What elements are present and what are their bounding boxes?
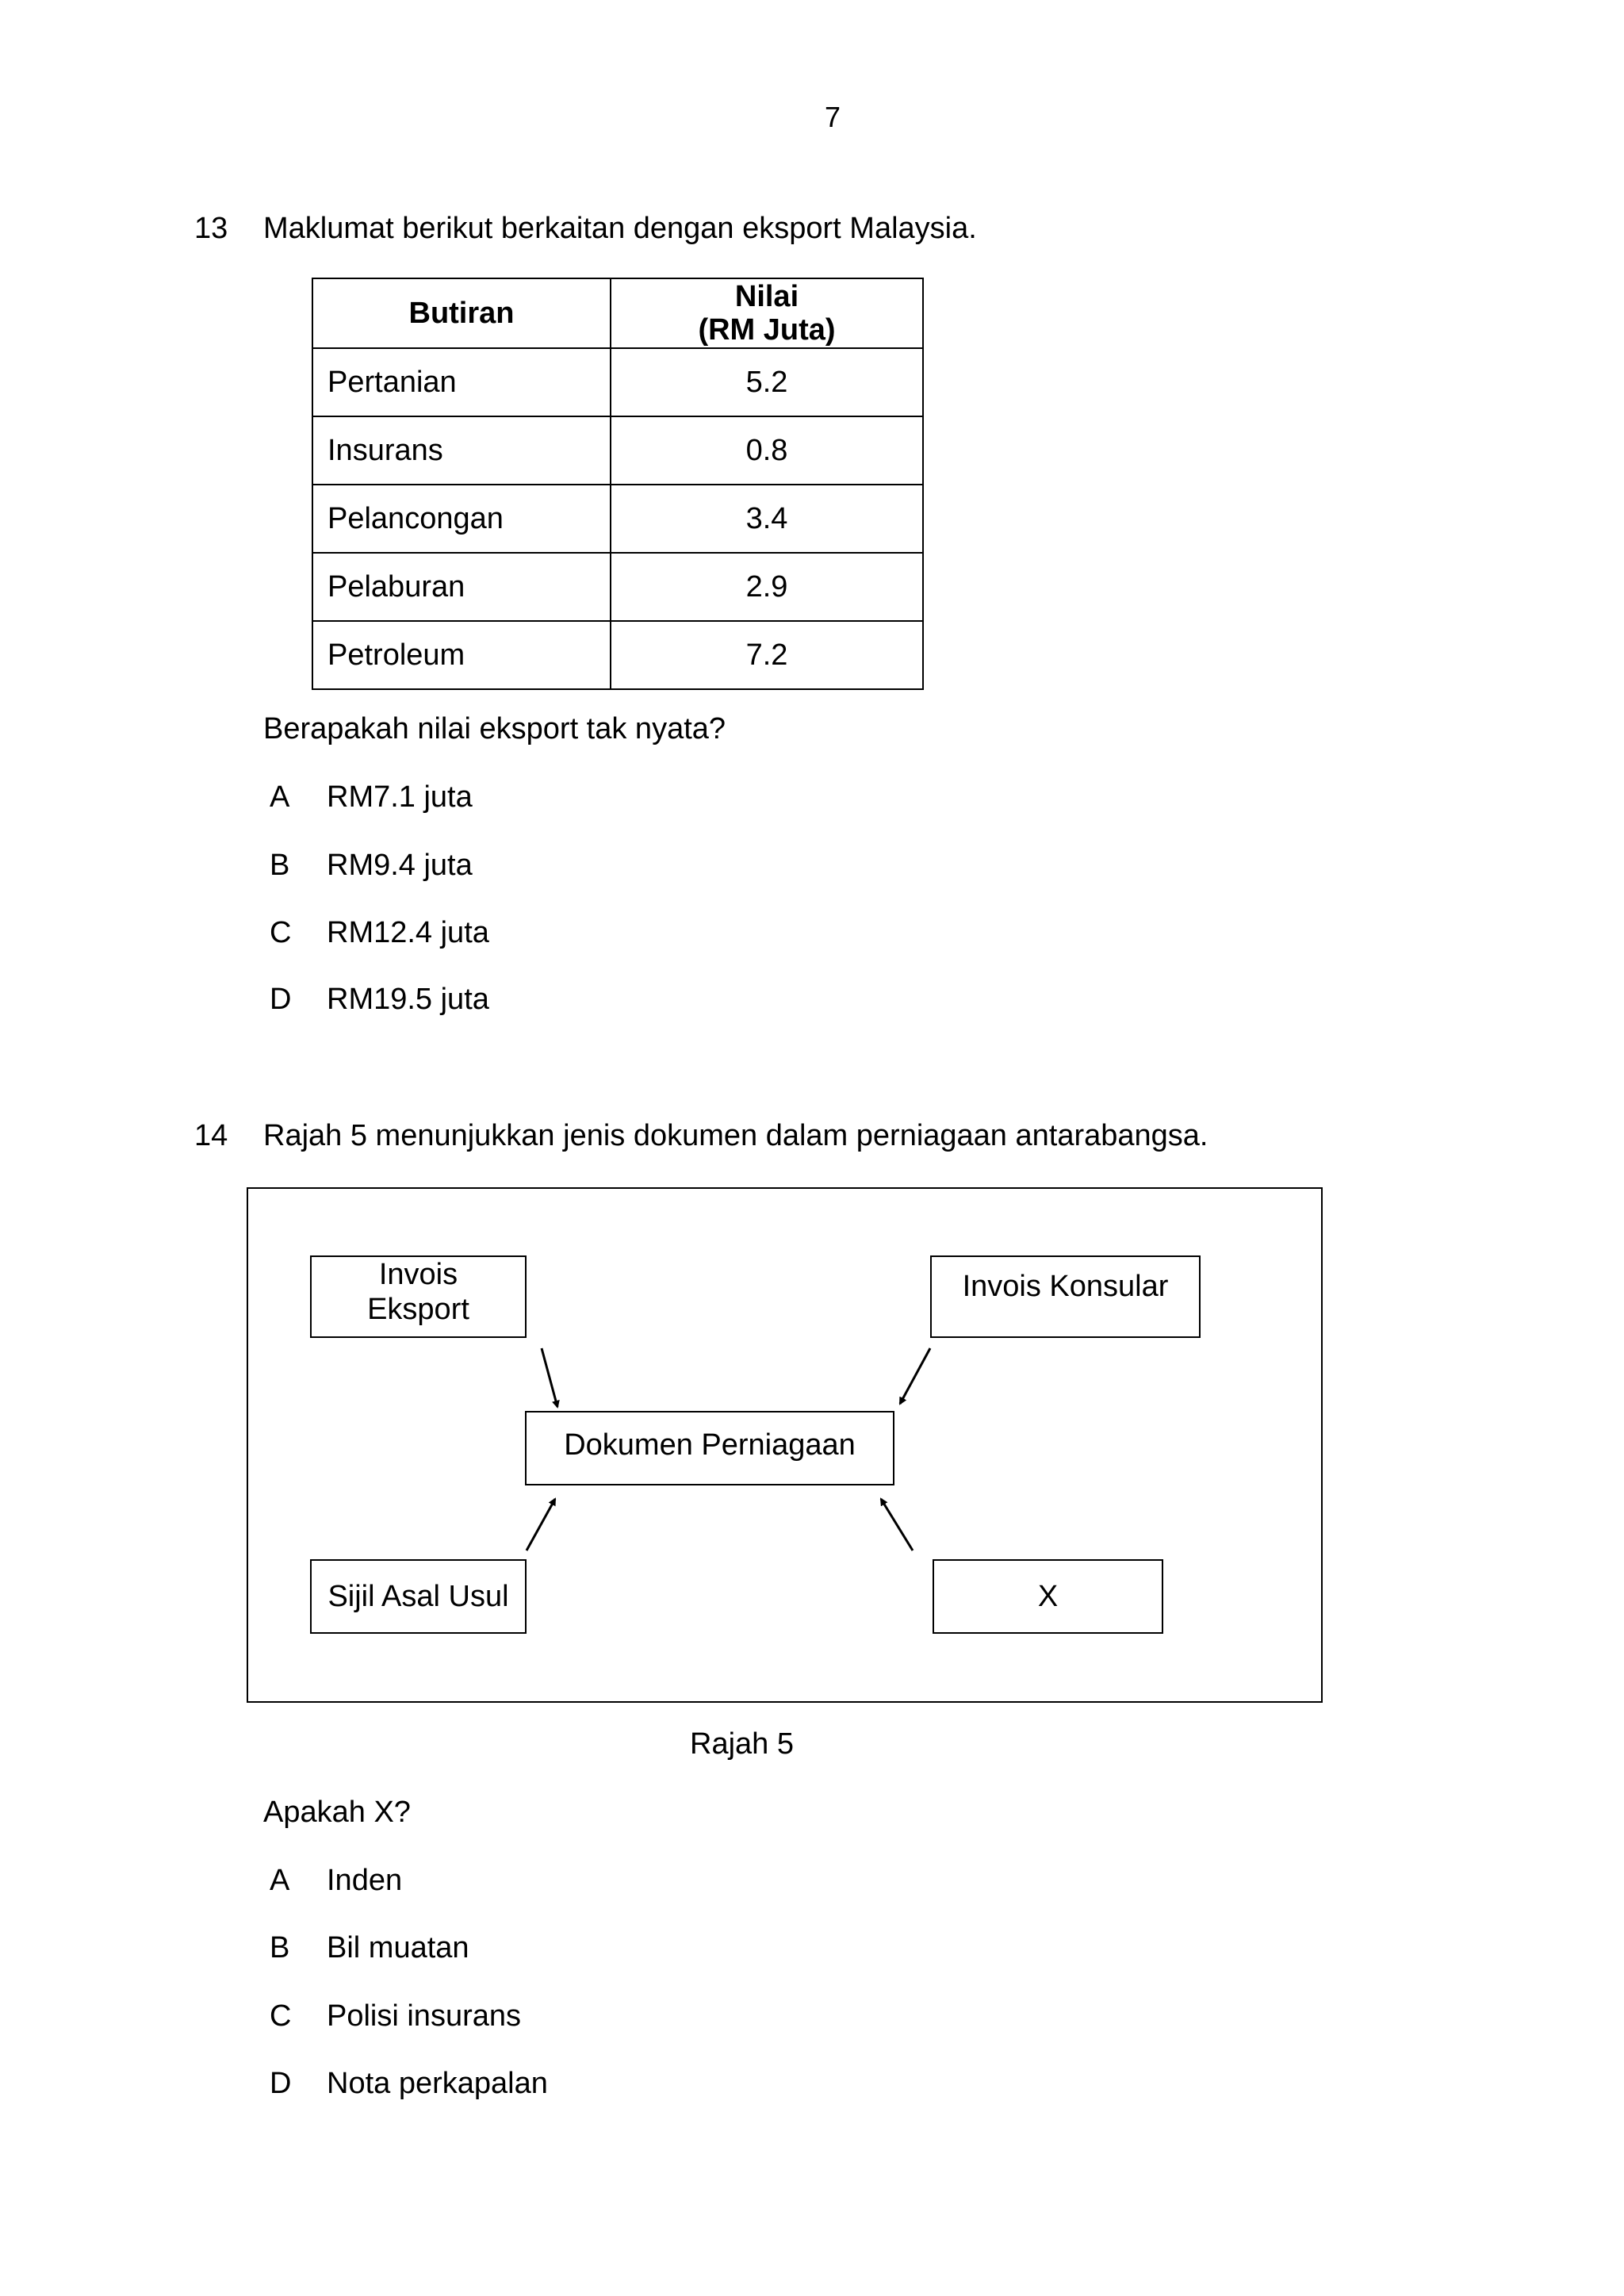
- table-header-item: Butiran: [312, 278, 611, 348]
- option-letter-b: B: [270, 849, 290, 882]
- option-text-b: Bil muatan: [327, 1931, 469, 1964]
- table-cell-value: 0.8: [611, 416, 923, 485]
- table-cell-value: 5.2: [611, 348, 923, 416]
- table-cell-item: Pertanian: [312, 348, 611, 416]
- option-text-d: Nota perkapalan: [327, 2067, 548, 2100]
- option-text-c: Polisi insurans: [327, 1999, 521, 2033]
- arrow-x: [881, 1499, 913, 1550]
- question-text: Apakah X?: [263, 1796, 411, 1829]
- table-cell-item: Petroleum: [312, 621, 611, 689]
- table-cell-item: Pelancongan: [312, 485, 611, 553]
- question-number: 14: [194, 1119, 228, 1152]
- option-text-a: Inden: [327, 1864, 403, 1897]
- page-number: 7: [825, 101, 841, 133]
- table-cell-value: 2.9: [611, 553, 923, 621]
- option-letter-d: D: [270, 983, 292, 1016]
- option-letter-d: D: [270, 2067, 292, 2100]
- box-invois-konsular-label: Invois Konsular: [962, 1270, 1169, 1303]
- arrow-invois-konsular: [900, 1348, 930, 1404]
- box-dokumen-perniagaan-label: Dokumen Perniagaan: [564, 1428, 856, 1462]
- option-letter-b: B: [270, 1931, 290, 1964]
- table-cell-value: 3.4: [611, 485, 923, 553]
- table-cell-value: 7.2: [611, 621, 923, 689]
- box-x-label: X: [1037, 1580, 1059, 1613]
- option-letter-a: A: [270, 1864, 290, 1897]
- question-stem: Rajah 5 menunjukkan jenis dokumen dalam perniagaan antarabangsa.: [263, 1119, 1208, 1152]
- table-header-value-line1: Nilai: [734, 280, 799, 313]
- arrow-invois-eksport: [542, 1348, 557, 1407]
- option-letter-c: C: [270, 1999, 292, 2033]
- option-text-d: RM19.5 juta: [327, 983, 489, 1016]
- arrow-sijil-asal-usul: [527, 1499, 555, 1550]
- table-cell-item: Insurans: [312, 416, 611, 485]
- question-text: Berapakah nilai eksport tak nyata?: [263, 712, 726, 746]
- option-letter-a: A: [270, 780, 290, 814]
- option-text-c: RM12.4 juta: [327, 916, 489, 949]
- box-sijil-asal-usul-label: Sijil Asal Usul: [327, 1580, 509, 1613]
- option-text-b: RM9.4 juta: [327, 849, 473, 882]
- question-stem: Maklumat berikut berkaitan dengan eksport Malaysia.: [263, 212, 977, 245]
- option-letter-c: C: [270, 916, 292, 949]
- box-invois-eksport-line2: Eksport: [367, 1293, 469, 1326]
- table-cell-item: Pelaburan: [312, 553, 611, 621]
- question-number: 13: [194, 212, 228, 245]
- table-header-value-line2: (RM Juta): [698, 313, 836, 347]
- diagram-caption: Rajah 5: [690, 1727, 794, 1761]
- box-invois-eksport-line1: Invois: [378, 1258, 458, 1291]
- option-text-a: RM7.1 juta: [327, 780, 473, 814]
